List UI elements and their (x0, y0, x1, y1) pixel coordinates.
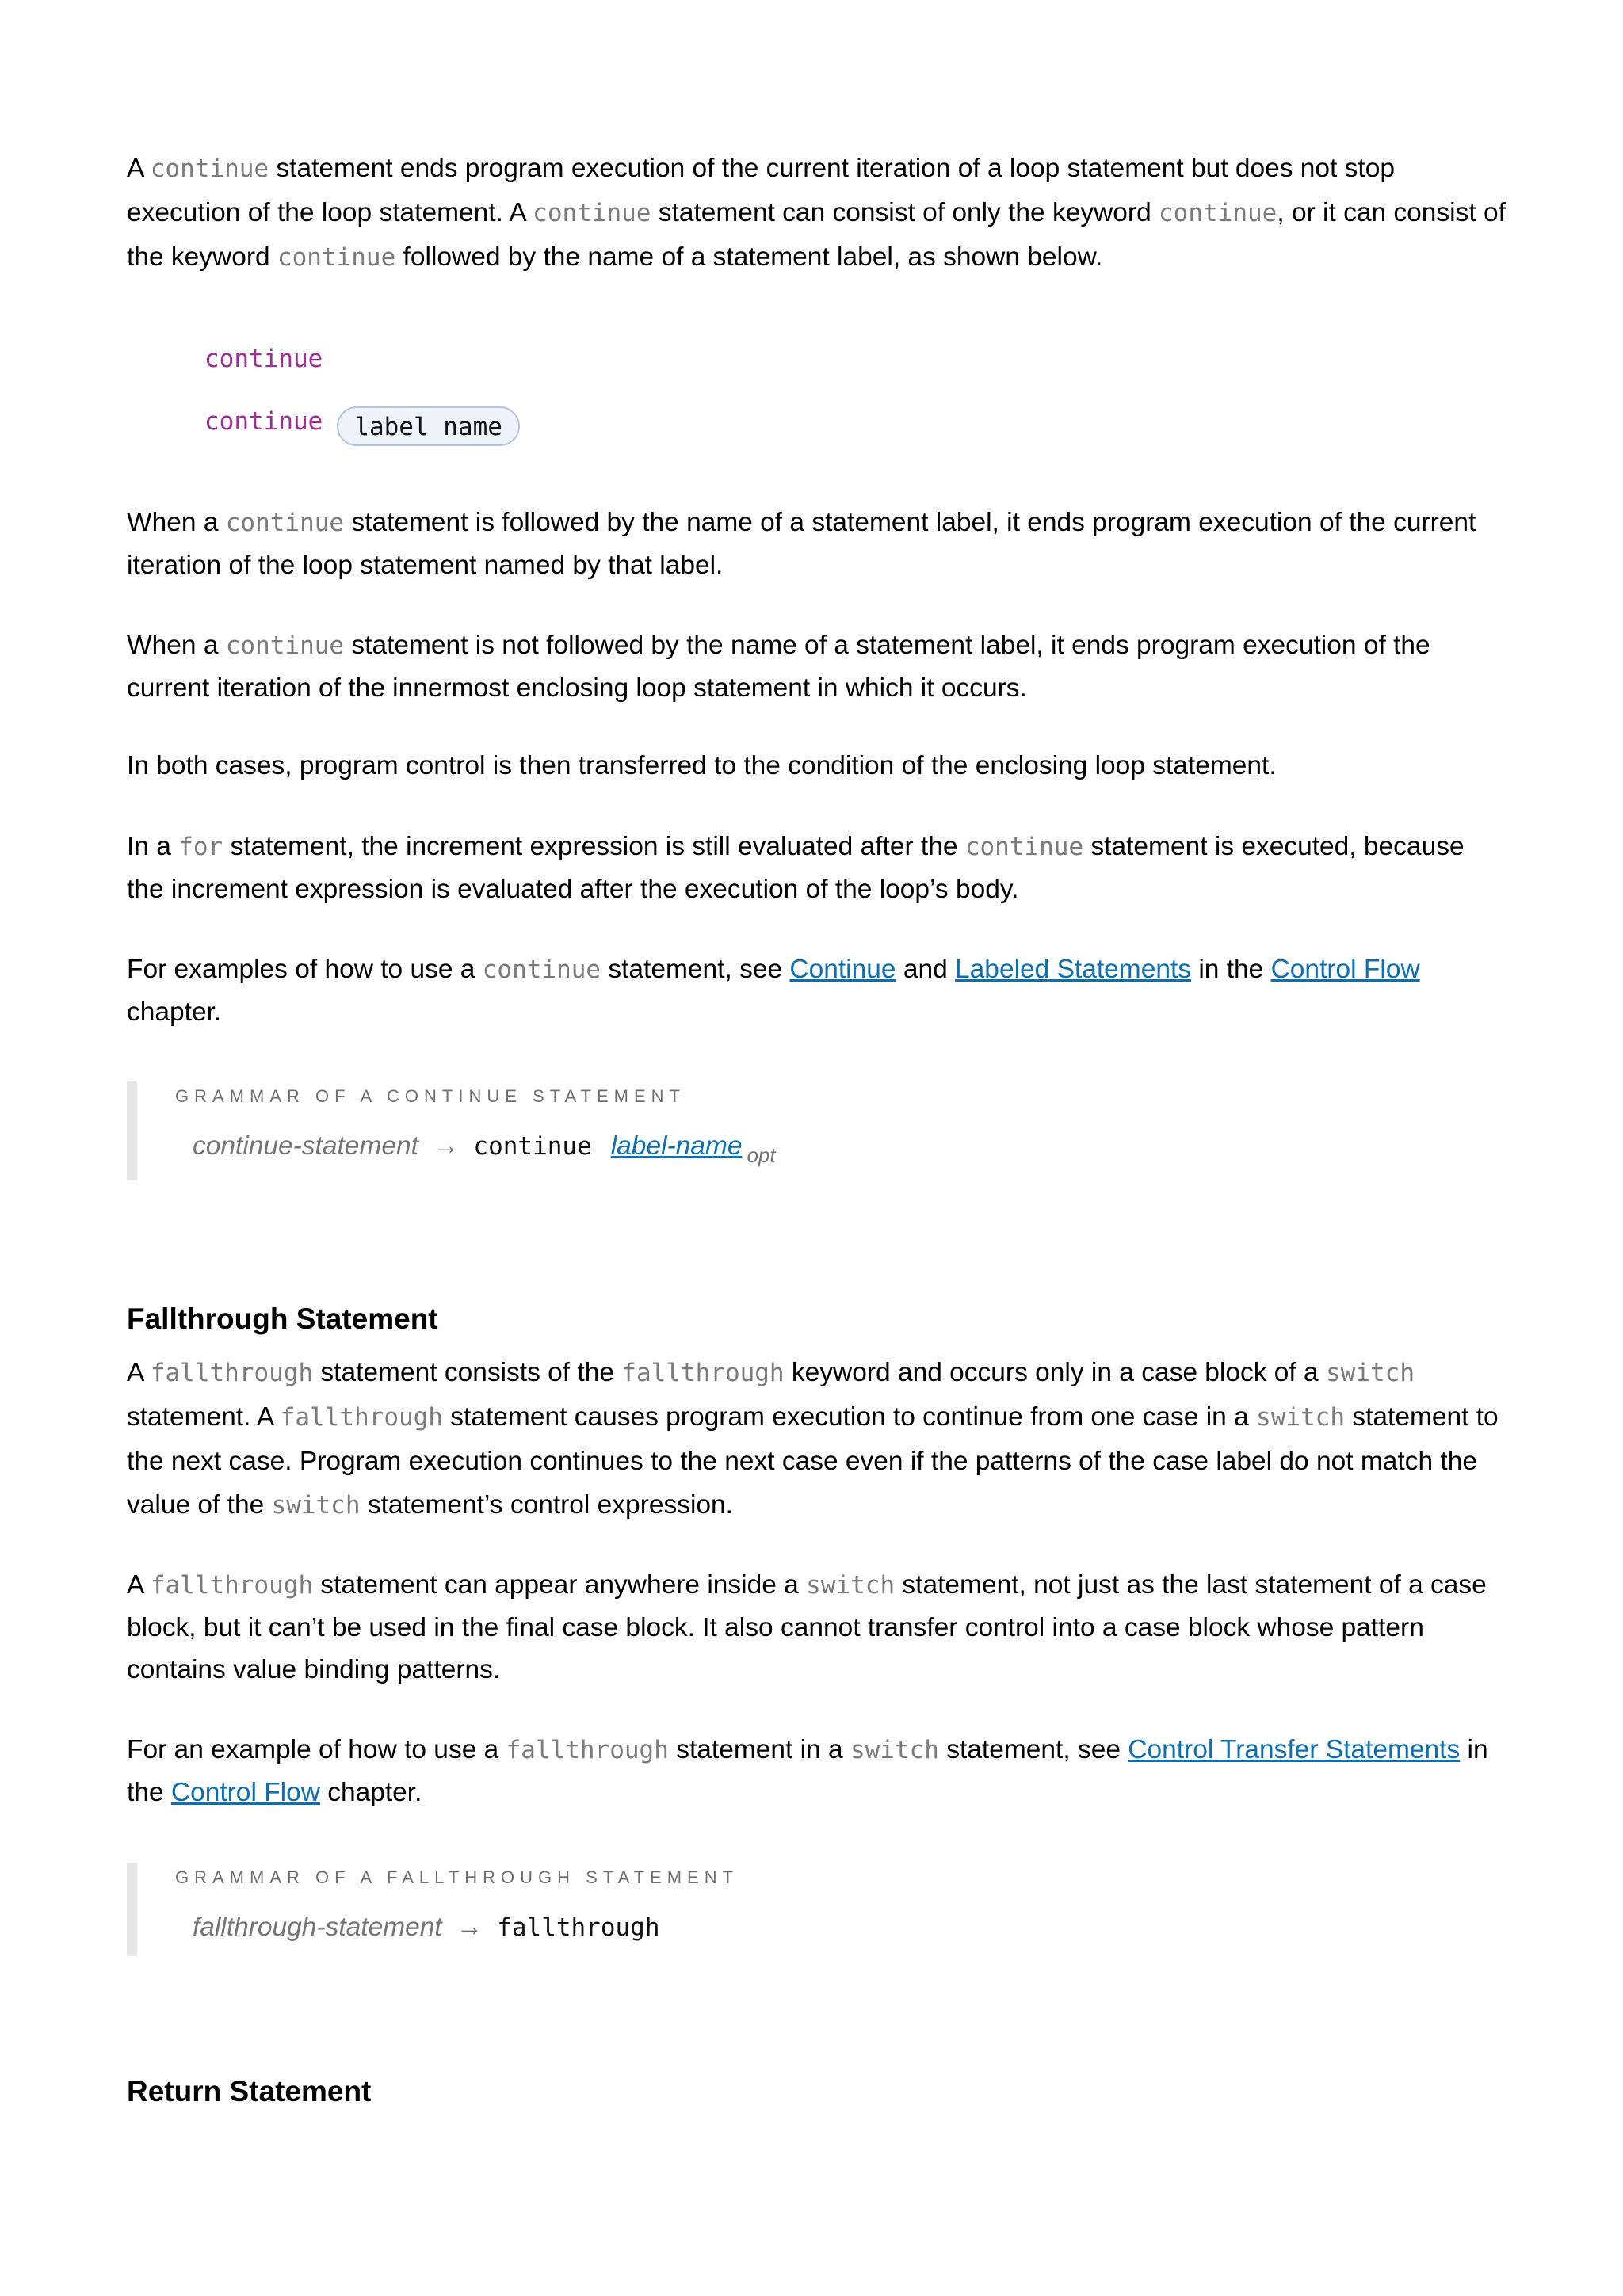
continue-examples-paragraph (127, 948, 1506, 1033)
continue-intro-paragraph (127, 147, 1506, 280)
grammar-production (193, 1913, 660, 1943)
text-span: statement in a (668, 1735, 850, 1764)
text-span: and (896, 955, 956, 984)
inline-code: continue (225, 631, 345, 660)
text-span: statement consists of the (313, 1358, 622, 1387)
inline-code: continue (1159, 199, 1277, 227)
fallthrough-example-paragraph (127, 1729, 1506, 1814)
syntax-keyword: continue (204, 407, 323, 436)
text-span: chapter. (127, 997, 222, 1027)
grammar-fallthrough-block (127, 1863, 1506, 1956)
section-heading-return: Return Statement (127, 2075, 372, 2107)
text-span: A (127, 1358, 151, 1387)
syntax-keyword: continue (204, 345, 323, 373)
inline-code: fallthrough (150, 1571, 314, 1600)
inline-code: continue (150, 154, 269, 183)
link-continue[interactable]: Continue (789, 955, 896, 984)
inline-code: continue (482, 955, 601, 984)
section-heading-fallthrough: Fallthrough Statement (127, 1302, 438, 1335)
text-span: followed by the name of a statement label, as shown below. (395, 242, 1103, 272)
text-span: statement causes program execution to continue from one case in a (442, 1402, 1257, 1432)
text-span: statement is followed by the name of a statement label, it ends program execution of the current iteration of the loop statement named by that label. (127, 508, 1476, 580)
grammar-production (193, 1131, 776, 1167)
text-span: statement, see (938, 1735, 1128, 1764)
text-span: statement to the next case. Program execution continues to the next case even if the patterns of the case label do not match the value of the (127, 1402, 1499, 1520)
inline-code: fallthrough (621, 1359, 785, 1387)
text-span: statement is executed, because the increment expression is evaluated after the execution of the loop’s body. (127, 832, 1465, 904)
text-span: in the (127, 1735, 1488, 1807)
inline-code: switch (850, 1736, 939, 1764)
inline-code: fallthrough (280, 1403, 443, 1432)
text-span: statement, the increment expression is still evaluated after the (223, 832, 965, 861)
inline-code: switch (1326, 1359, 1415, 1387)
text-span: When a (127, 631, 226, 660)
text-span: statement’s control expression. (360, 1490, 733, 1520)
link-label-name[interactable]: label-name (610, 1131, 743, 1161)
inline-code: fallthrough (506, 1736, 669, 1764)
fallthrough-intro-paragraph (127, 1351, 1506, 1527)
arrow-icon: → (456, 1913, 483, 1942)
inline-code: continue (225, 509, 345, 537)
text-span: statement. A (127, 1402, 281, 1432)
inline-code: continue (277, 243, 396, 272)
inline-code: for (178, 833, 223, 861)
text-span: For an example of how to use a (127, 1735, 506, 1764)
inline-code: continue (964, 833, 1084, 861)
continue-for-paragraph (127, 826, 1506, 910)
grammar-continue-block (127, 1081, 1506, 1180)
link-control-flow[interactable]: Control Flow (1270, 955, 1420, 984)
text-span: statement, see (601, 955, 790, 984)
arrow-icon: → (432, 1131, 460, 1161)
inline-code: switch (271, 1491, 361, 1520)
text-span: in the (1191, 955, 1271, 984)
text-span: statement can consist of only the keyword (651, 198, 1159, 227)
text-span: statement, not just as the last statement of a case block, but it can’t be used in the final case block. It also cannot transfer control into a case block whose pattern contains value binding patterns. (127, 1570, 1487, 1684)
syntax-line-continue (204, 335, 323, 383)
text-span: When a (127, 508, 226, 537)
continue-labeled-paragraph (127, 502, 1506, 586)
inline-code: switch (806, 1571, 896, 1600)
text-span: statement is not followed by the name of a statement label, it ends program execution of the current iteration of the innermost enclosing loop statement in which it occurs. (127, 631, 1430, 703)
continue-both-cases-paragraph: In both cases, program control is then transferred to the condition of the enclosing loop statement. (127, 751, 1277, 780)
inline-code: continue (533, 199, 651, 227)
link-control-flow[interactable]: Control Flow (170, 1778, 320, 1807)
inline-code: fallthrough (150, 1359, 314, 1387)
text-span: statement can appear anywhere inside a (313, 1570, 807, 1600)
text-span: chapter. (319, 1778, 422, 1807)
syntax-line-continue-label (204, 398, 520, 445)
text-span: , or it can consist of the keyword (127, 198, 1506, 272)
text-span: statement ends program execution of the current iteration of a loop statement but does not stop execution of the loop statement. A (127, 154, 1395, 227)
link-control-transfer-statements[interactable]: Control Transfer Statements (1128, 1735, 1461, 1764)
grammar-nonterminal: fallthrough-statement (193, 1913, 442, 1942)
grammar-terminal: continue (473, 1132, 592, 1161)
grammar-terminal: fallthrough (497, 1913, 660, 1942)
text-span: A (127, 1570, 151, 1600)
text-span: keyword and occurs only in a case block of a (784, 1358, 1326, 1387)
text-span: In a (127, 832, 179, 861)
link-labeled-statements[interactable]: Labeled Statements (955, 955, 1192, 984)
text-span: For examples of how to use a (127, 955, 483, 984)
grammar-opt: opt (747, 1143, 776, 1167)
grammar-title: GRAMMAR OF A FALLTHROUGH STATEMENT (175, 1867, 739, 1887)
fallthrough-anywhere-paragraph (127, 1564, 1506, 1691)
grammar-nonterminal: continue-statement (193, 1131, 418, 1161)
continue-unlabeled-paragraph (127, 624, 1506, 709)
grammar-title: GRAMMAR OF A CONTINUE STATEMENT (175, 1086, 685, 1106)
text-span: A (127, 154, 151, 183)
label-name-placeholder: label name (337, 406, 520, 446)
inline-code: switch (1256, 1403, 1346, 1432)
